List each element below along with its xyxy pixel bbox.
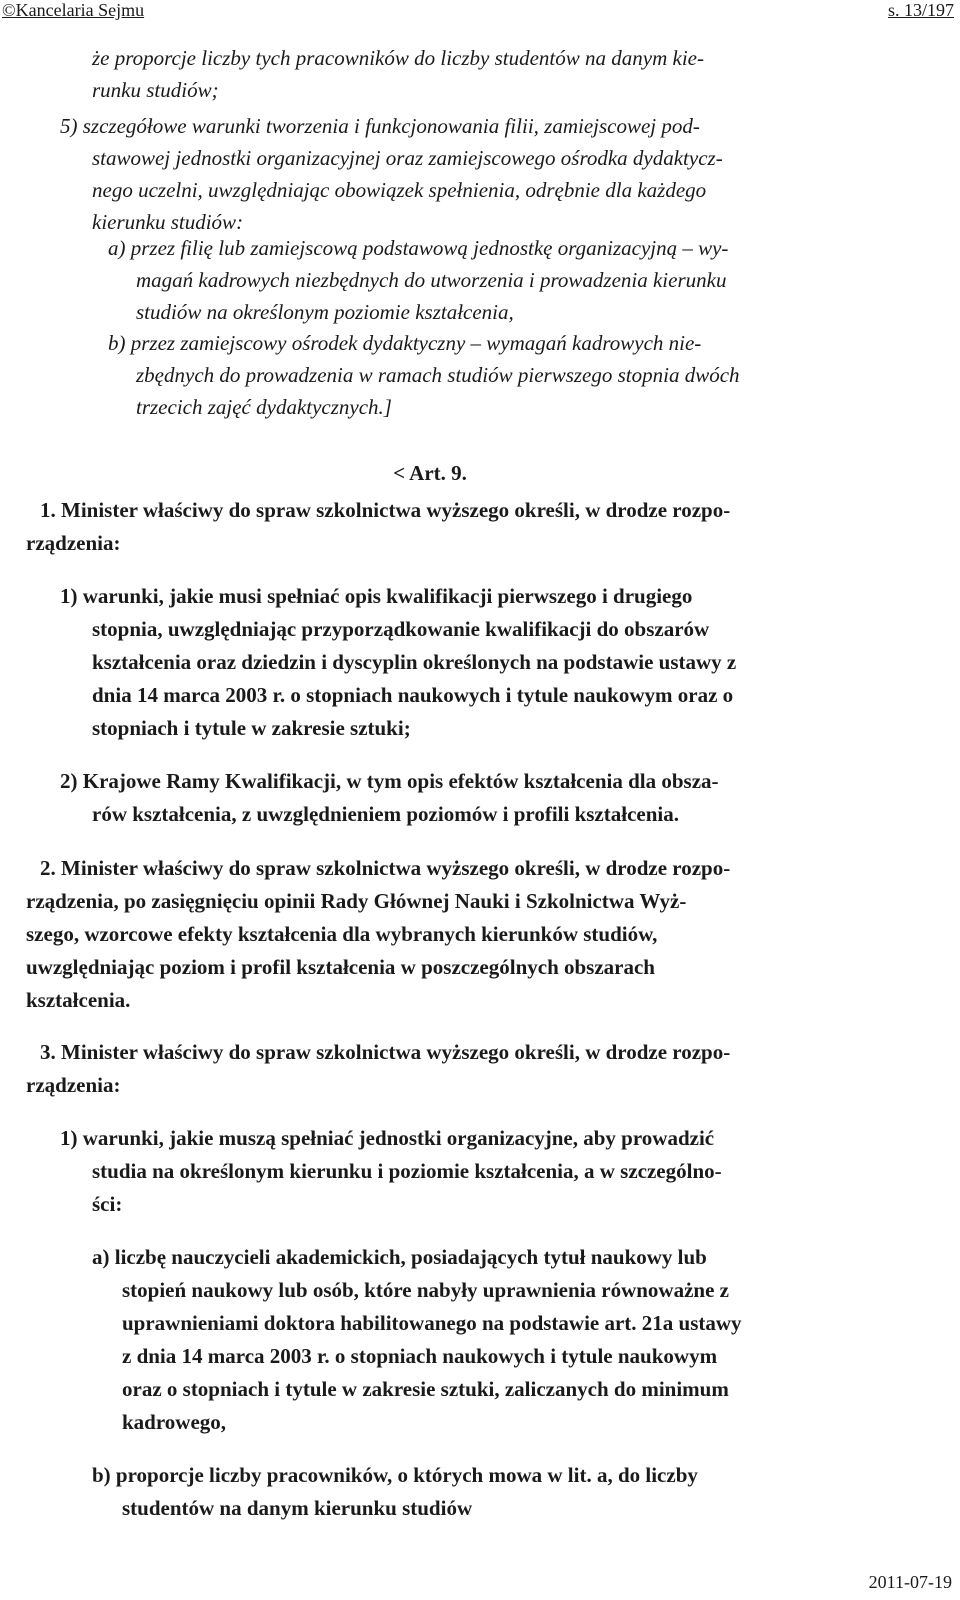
text-line: a) liczbę nauczycieli akademickich, posiadających tytuł naukowy lub [92, 1245, 707, 1269]
text-line: b) przez zamiejscowy ośrodek dydaktyczny – wymagań kadrowych nie- [108, 331, 702, 355]
article-title: < Art. 9. [393, 461, 467, 485]
text-line: rządzenia: [26, 531, 121, 555]
text-line: 2. Minister właściwy do spraw szkolnictwa wyższego określi, w drodze rozpo- [40, 856, 731, 880]
text-line: 5) szczegółowe warunki tworzenia i funkcjonowania filii, zamiejscowej pod- [60, 114, 700, 138]
text-line: z dnia 14 marca 2003 r. o stopniach naukowych i tytule naukowym [122, 1344, 718, 1368]
text-line: studia na określonym kierunku i poziomie kształcenia, a w szczególno- [92, 1159, 722, 1183]
text-line: zbędnych do prowadzenia w ramach studiów pierwszego stopnia dwóch [136, 363, 740, 387]
text-line: stopień naukowy lub osób, które nabyły uprawnienia równoważne z [122, 1278, 729, 1302]
text-line: studentów na danym kierunku studiów [122, 1496, 473, 1520]
header-source: ©Kancelaria Sejmu [2, 0, 145, 20]
text-line: 1) warunki, jakie muszą spełniać jednostki organizacyjne, aby prowadzić [60, 1126, 715, 1150]
text-line: runku studiów; [92, 78, 219, 102]
text-line: uwzględniając poziom i profil kształcenia w poszczególnych obszarach [26, 955, 655, 979]
article-paragraph-3 [26, 1036, 850, 1102]
italic-continuation [92, 42, 850, 106]
text-line: kierunku studiów: [92, 210, 244, 234]
text-line: 1) warunki, jakie musi spełniać opis kwalifikacji pierwszego i drugiego [60, 584, 693, 608]
italic-item-5 [60, 110, 850, 238]
text-line: trzecich zajęć dydaktycznych.] [136, 395, 392, 419]
text-line: kadrowego, [122, 1410, 227, 1434]
header-page-number: s. 13/197 [887, 0, 954, 20]
footer-date: 2011-07-19 [868, 1572, 952, 1592]
text-line: studiów na określonym poziomie kształcenia, [136, 300, 514, 324]
text-line: że proporcje liczby tych pracowników do liczby studentów na danym kie- [92, 46, 704, 70]
text-line: 2) Krajowe Ramy Kwalifikacji, w tym opis efektów kształcenia dla obsza- [60, 769, 719, 793]
text-line: kształcenia oraz dziedzin i dyscyplin określonych na podstawie ustawy z [92, 650, 737, 674]
paragraph-3-item-1-a [92, 1241, 850, 1439]
text-line: b) proporcje liczby pracowników, o których mowa w lit. a, do liczby [92, 1463, 698, 1487]
text-line: ści: [92, 1192, 123, 1216]
text-line: nego uczelni, uwzględniając obowiązek spełnienia, odrębnie dla każdego [92, 178, 707, 202]
text-line: kształcenia. [26, 988, 131, 1012]
text-line: rządzenia: [26, 1073, 121, 1097]
text-line: dnia 14 marca 2003 r. o stopniach naukowych i tytule naukowym oraz o [92, 683, 734, 707]
paragraph-1-item-1 [60, 580, 850, 745]
text-line: uprawnieniami doktora habilitowanego na podstawie art. 21a ustawy [122, 1311, 742, 1335]
text-line: oraz o stopniach i tytule w zakresie sztuki, zaliczanych do minimum [122, 1377, 729, 1401]
text-line: 1. Minister właściwy do spraw szkolnictwa wyższego określi, w drodze rozpo- [40, 498, 731, 522]
text-line: a) przez filię lub zamiejscową podstawową jednostkę organizacyjną – wy- [108, 236, 729, 260]
italic-item-b [108, 327, 850, 423]
text-line: 3. Minister właściwy do spraw szkolnictwa wyższego określi, w drodze rozpo- [40, 1040, 731, 1064]
text-line: rów kształcenia, z uwzględnieniem poziomów i profili kształcenia. [92, 802, 679, 826]
text-line: stawowej jednostki organizacyjnej oraz zamiejscowego ośrodka dydaktycz- [92, 146, 723, 170]
text-line: stopnia, uwzględniając przyporządkowanie kwalifikacji do obszarów [92, 617, 710, 641]
paragraph-1-item-2 [60, 765, 850, 831]
italic-item-a [108, 232, 850, 328]
article-paragraph-1 [26, 494, 850, 560]
paragraph-3-item-1-b [92, 1459, 850, 1525]
text-line: stopniach i tytule w zakresie sztuki; [92, 716, 411, 740]
article-paragraph-2 [26, 852, 850, 1017]
text-line: magań kadrowych niezbędnych do utworzenia i prowadzenia kierunku [136, 268, 727, 292]
text-line: szego, wzorcowe efekty kształcenia dla wybranych kierunków studiów, [26, 922, 658, 946]
paragraph-3-item-1 [60, 1122, 850, 1221]
text-line: rządzenia, po zasięgnięciu opinii Rady Głównej Nauki i Szkolnictwa Wyż- [26, 889, 687, 913]
